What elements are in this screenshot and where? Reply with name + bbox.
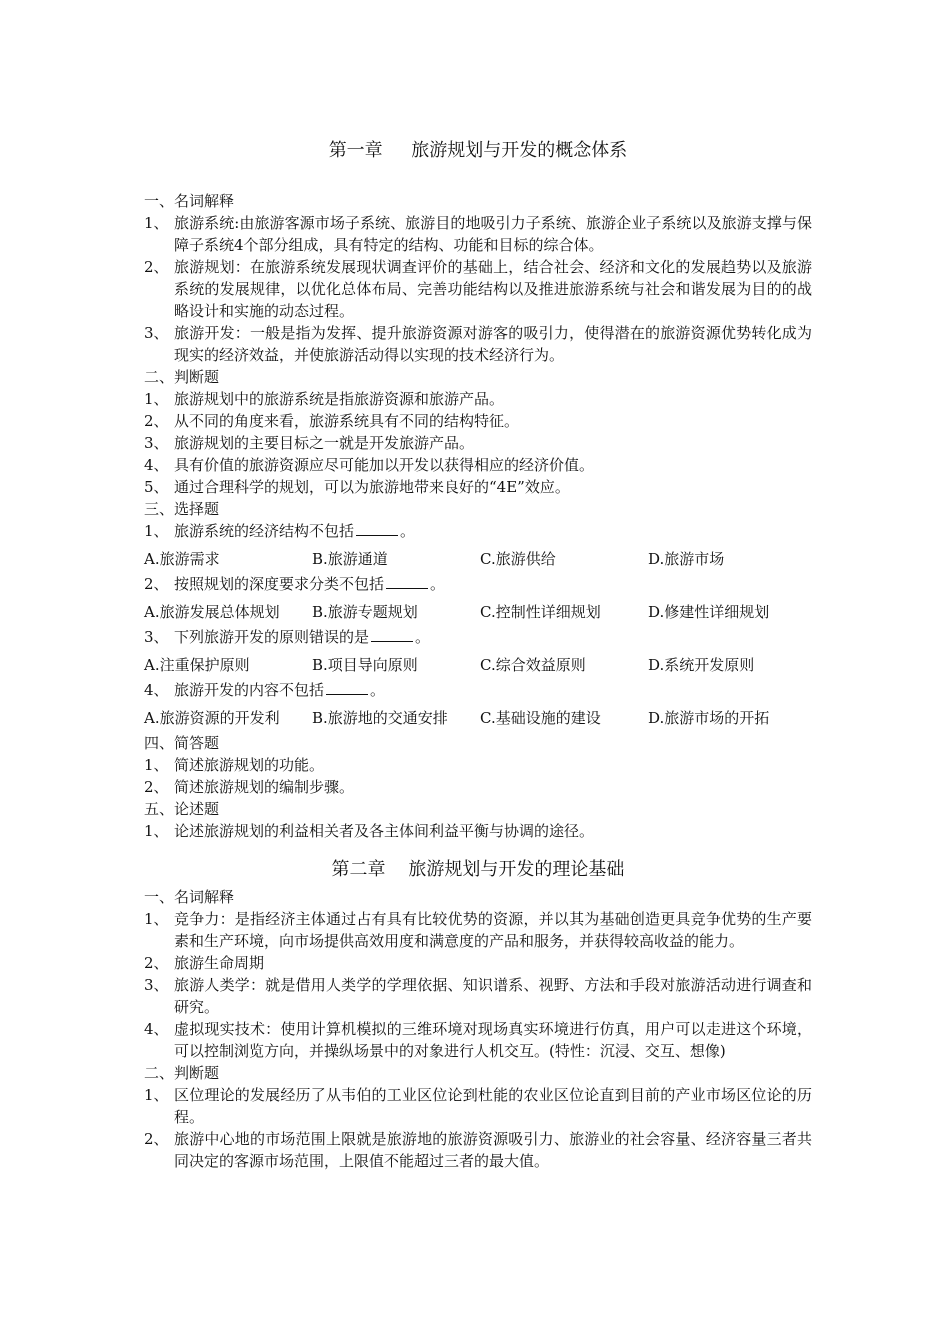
- list-item: [144, 322, 812, 366]
- item-number: 3、: [144, 976, 169, 994]
- question-number: 3、: [144, 628, 169, 646]
- chapter-1-title: 第一章 旅游规划与开发的概念体系: [328, 140, 628, 161]
- item-text: 区位理论的发展经历了从韦伯的工业区位论到杜能的农业区位论直到目前的产业市场区位论的历程。: [174, 1086, 812, 1126]
- ch1-section-choice-heading: 三、选择题: [144, 500, 220, 518]
- question-stem: 旅游系统的经济结构不包括: [174, 522, 355, 540]
- item-text: 旅游人类学：就是借用人类学的学理依据、知识谱系、视野、方法和手段对旅游活动进行调查和研究。: [174, 976, 812, 1016]
- question-end: 。: [400, 522, 416, 540]
- answer-blank: [356, 520, 398, 536]
- choice-options: [144, 651, 812, 679]
- item-text: 虚拟现实技术：使用计算机模拟的三维环境对现场真实环境进行仿真，用户可以走进这个环境，可以控制浏览方向，并操纵场景中的对象进行人机交互。(特性：沉浸、交互、想像): [174, 1020, 812, 1060]
- item-text: 简述旅游规划的编制步骤。: [174, 778, 355, 796]
- option-b: B.旅游地的交通安排: [312, 709, 448, 727]
- question-end: 。: [415, 628, 431, 646]
- list-item: [144, 476, 812, 498]
- chapter-2-title: 第二章 旅游规划与开发的理论基础: [331, 859, 625, 880]
- item-number: 3、: [144, 434, 169, 452]
- option-a: A.旅游发展总体规划: [144, 603, 280, 621]
- list-item: [144, 1084, 812, 1128]
- item-number: 4、: [144, 1020, 169, 1038]
- list-item: [144, 908, 812, 952]
- item-number: 2、: [144, 258, 169, 276]
- item-number: 2、: [144, 954, 169, 972]
- option-a: A.旅游需求: [144, 550, 220, 568]
- list-item: [144, 388, 812, 410]
- item-text: 旅游系统:由旅游客源市场子系统、旅游目的地吸引力子系统、旅游企业子系统以及旅游支撑与保障子系统4个部分组成，具有特定的结构、功能和目标的综合体。: [174, 214, 812, 254]
- item-number: 3、: [144, 324, 169, 342]
- option-d: D.旅游市场的开拓: [648, 709, 770, 727]
- ch2-section-judgement-heading: 二、判断题: [144, 1064, 220, 1082]
- question-number: 4、: [144, 681, 169, 699]
- list-item: [144, 256, 812, 322]
- answer-blank: [386, 573, 428, 589]
- question-end: 。: [430, 575, 446, 593]
- option-c: C.基础设施的建设: [480, 709, 601, 727]
- item-number: 4、: [144, 456, 169, 474]
- option-b: B.项目导向原则: [312, 656, 418, 674]
- list-item: [144, 952, 812, 974]
- list-item: [144, 974, 812, 1018]
- choice-question: [144, 626, 812, 648]
- item-text: 旅游规划：在旅游系统发展现状调查评价的基础上，结合社会、经济和文化的发展趋势以及旅游系统的发展规律，以优化总体布局、完善功能结构以及推进旅游系统与社会和谐发展为目的的战略设计和实施的动态过程。: [174, 258, 812, 320]
- list-item: [144, 432, 812, 454]
- option-d: D.修建性详细规划: [648, 603, 770, 621]
- option-c: C.综合效益原则: [480, 656, 586, 674]
- answer-blank: [326, 679, 368, 695]
- ch1-section-terms-heading: 一、名词解释: [144, 192, 235, 210]
- ch2-section-terms-heading: 一、名词解释: [144, 888, 235, 906]
- option-a: A.注重保护原则: [144, 656, 250, 674]
- item-text: 从不同的角度来看，旅游系统具有不同的结构特征。: [174, 412, 520, 430]
- item-number: 1、: [144, 214, 169, 232]
- list-item: [144, 1018, 812, 1062]
- choice-options: [144, 545, 812, 573]
- item-number: 1、: [144, 910, 169, 928]
- item-number: 5、: [144, 478, 169, 496]
- list-item: [144, 454, 812, 476]
- ch1-section-judgement-heading: 二、判断题: [144, 368, 220, 386]
- question-number: 2、: [144, 575, 169, 593]
- choice-question: [144, 573, 812, 595]
- item-number: 2、: [144, 778, 169, 796]
- list-item: [144, 776, 812, 798]
- item-text: 论述旅游规划的利益相关者及各主体间利益平衡与协调的途径。: [174, 822, 595, 840]
- choice-question: [144, 679, 812, 701]
- option-c: C.旅游供给: [480, 550, 556, 568]
- answer-blank: [371, 626, 413, 642]
- list-item: [144, 820, 812, 842]
- item-number: 2、: [144, 412, 169, 430]
- ch1-section-essay-heading: 五、论述题: [144, 800, 220, 818]
- item-text: 旅游开发：一般是指为发挥、提升旅游资源对游客的吸引力，使得潜在的旅游资源优势转化成为现实的经济效益，并使旅游活动得以实现的技术经济行为。: [174, 324, 812, 364]
- ch1-section-short-answer-heading: 四、简答题: [144, 734, 220, 752]
- item-text: 旅游规划中的旅游系统是指旅游资源和旅游产品。: [174, 390, 505, 408]
- item-text: 竞争力：是指经济主体通过占有具有比较优势的资源，并以其为基础创造更具竞争优势的生产要素和生产环境，向市场提供高效用度和满意度的产品和服务，并获得较高收益的能力。: [174, 910, 812, 950]
- choice-options: [144, 704, 812, 732]
- item-number: 1、: [144, 390, 169, 408]
- item-text: 简述旅游规划的功能。: [174, 756, 325, 774]
- choice-options: [144, 598, 812, 626]
- option-d: D.旅游市场: [648, 550, 725, 568]
- item-number: 1、: [144, 1086, 169, 1104]
- option-b: B.旅游通道: [312, 550, 388, 568]
- item-text: 通过合理科学的规划，可以为旅游地带来良好的“4E”效应。: [174, 478, 570, 496]
- list-item: [144, 754, 812, 776]
- item-number: 1、: [144, 822, 169, 840]
- option-b: B.旅游专题规划: [312, 603, 418, 621]
- list-item: [144, 212, 812, 256]
- list-item: [144, 1128, 812, 1172]
- question-stem: 按照规划的深度要求分类不包括: [174, 575, 385, 593]
- option-a: A.旅游资源的开发利: [144, 709, 280, 727]
- option-c: C.控制性详细规划: [480, 603, 601, 621]
- question-number: 1、: [144, 522, 169, 540]
- question-end: 。: [370, 681, 386, 699]
- item-text: 旅游规划的主要目标之一就是开发旅游产品。: [174, 434, 475, 452]
- question-stem: 旅游开发的内容不包括: [174, 681, 325, 699]
- item-number: 1、: [144, 756, 169, 774]
- item-number: 2、: [144, 1130, 169, 1148]
- document-page: [144, 136, 812, 1172]
- option-d: D.系统开发原则: [648, 656, 755, 674]
- item-text: 旅游中心地的市场范围上限就是旅游地的旅游资源吸引力、旅游业的社会容量、经济容量三者共同决定的客源市场范围，上限值不能超过三者的最大值。: [174, 1130, 812, 1170]
- choice-question: [144, 520, 812, 542]
- list-item: [144, 410, 812, 432]
- item-text: 具有价值的旅游资源应尽可能加以开发以获得相应的经济价值。: [174, 456, 595, 474]
- item-text: 旅游生命周期: [174, 954, 265, 972]
- question-stem: 下列旅游开发的原则错误的是: [174, 628, 370, 646]
